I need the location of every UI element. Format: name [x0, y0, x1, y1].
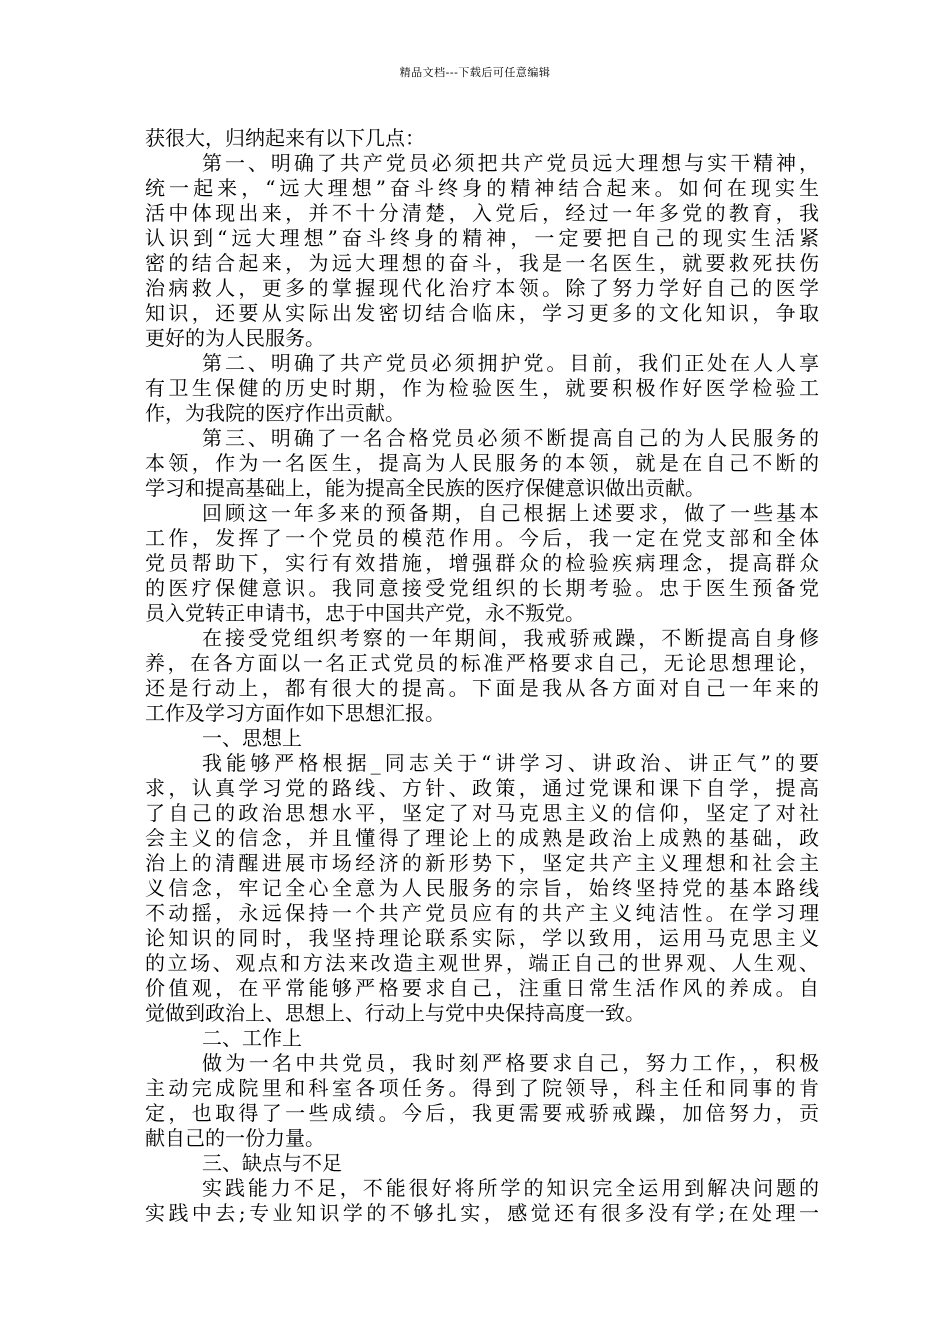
text-line: 治病救人，更多的掌握现代化治疗本领。除了努力学好自己的医学 [145, 276, 819, 300]
text-line: 献自己的一份力量。 [145, 1126, 325, 1150]
text-line: 作，为我院的医疗作出贡献。 [145, 401, 405, 425]
text-line: 第一、明确了共产党员必须把共产党员远大理想与实干精神， [202, 151, 819, 175]
text-line: 有卫生保健的历史时期，作为检验医生，就要积极作好医学检验工 [145, 376, 819, 400]
text-line: 实践能力不足，不能很好将所学的知识完全运用到解决问题的 [202, 1176, 819, 1200]
text-line: 二、工作上 [202, 1026, 302, 1050]
text-line: 获很大，归纳起来有以下几点： [145, 126, 425, 150]
text-line: 本领，作为一名医生，提高为人民服务的本领，就是在自己不断的 [145, 451, 819, 475]
text-line: 主动完成院里和科室各项任务。得到了院领导，科主任和同事的肯 [145, 1076, 819, 1100]
text-line: 价值观，在平常能够严格要求自己，注重日常生活作风的养成。自 [145, 976, 819, 1000]
text-line: 工作，发挥了一个党员的模范作用。今后，我一定在党支部和全体 [145, 526, 819, 550]
text-line: 的医疗保健意识。我同意接受党组织的长期考验。忠于医生预备党 [145, 576, 819, 600]
text-line: 求，认真学习党的路线、方针、政策，通过党课和课下自学，提高 [145, 776, 819, 800]
text-line: 不动摇，永远保持一个共产党员应有的共产主义纯洁性。在学习理 [145, 901, 819, 925]
text-line: 还是行动上，都有很大的提高。下面是我从各方面对自己一年来的 [145, 676, 819, 700]
text-line: 义信念，牢记全心全意为人民服务的宗旨，始终坚持党的基本路线 [145, 876, 819, 900]
text-line: 做为一名中共党员，我时刻严格要求自己，努力工作，，积极 [202, 1051, 819, 1075]
text-line: 三、缺点与不足 [202, 1151, 342, 1175]
text-line: 在接受党组织考察的一年期间，我戒骄戒躁，不断提高自身修 [202, 626, 819, 650]
text-line: 养，在各方面以一名正式党员的标准严格要求自己，无论思想理论， [145, 651, 819, 675]
text-line: 论知识的同时，我坚持理论联系实际，学以致用，运用马克思主义 [145, 926, 819, 950]
text-line: 活中体现出来，并不十分清楚，入党后，经过一年多党的教育，我 [145, 201, 819, 225]
text-line: 了自己的政治思想水平，坚定了对马克思主义的信仰，坚定了对社 [145, 801, 819, 825]
text-line: 觉做到政治上、思想上、行动上与党中央保持高度一致。 [145, 1001, 645, 1025]
text-line: 的立场、观点和方法来改造主观世界，端正自己的世界观、人生观、 [145, 951, 819, 975]
text-line: 一、思想上 [202, 726, 302, 750]
text-line: 治上的清醒进展市场经济的新形势下，坚定共产主义理想和社会主 [145, 851, 819, 875]
text-line: 更好的为人民服务。 [145, 326, 325, 350]
text-line: 实践中去;专业知识学的不够扎实，感觉还有很多没有学;在处理一 [145, 1201, 819, 1225]
text-line: 认识到“远大理想”奋斗终身的精神，一定要把自己的现实生活紧 [145, 226, 819, 250]
text-line: 第二、明确了共产党员必须拥护党。目前，我们正处在人人享 [202, 351, 819, 375]
text-line: 党员帮助下，实行有效措施，增强群众的检验疾病理念，提高群众 [145, 551, 819, 575]
text-line: 统一起来，“远大理想”奋斗终身的精神结合起来。如何在现实生 [145, 176, 819, 200]
text-line: 工作及学习方面作如下思想汇报。 [145, 701, 445, 725]
text-line: 知识，还要从实际出发密切结合临床，学习更多的文化知识，争取 [145, 301, 819, 325]
text-line: 密的结合起来，为远大理想的奋斗，我是一名医生，就要救死扶伤 [145, 251, 819, 275]
text-line: 回顾这一年多来的预备期，自己根据上述要求，做了一些基本 [202, 501, 819, 525]
text-line: 员入党转正申请书，忠于中国共产党，永不叛党。 [145, 601, 585, 625]
page-header: 精品文档---下载后可任意编辑 [399, 66, 551, 79]
text-line: 定，也取得了一些成绩。今后，我更需要戒骄戒躁，加倍努力，贡 [145, 1101, 819, 1125]
text-line: 我能够严格根据_同志关于“讲学习、讲政治、讲正气”的要 [202, 751, 819, 775]
text-line: 学习和提高基础上，能为提高全民族的医疗保健意识做出贡献。 [145, 476, 705, 500]
body-text [145, 126, 819, 1226]
text-line: 第三、明确了一名合格党员必须不断提高自己的为人民服务的 [202, 426, 819, 450]
text-line: 会主义的信念，并且懂得了理论上的成熟是政治上成熟的基础，政 [145, 826, 819, 850]
